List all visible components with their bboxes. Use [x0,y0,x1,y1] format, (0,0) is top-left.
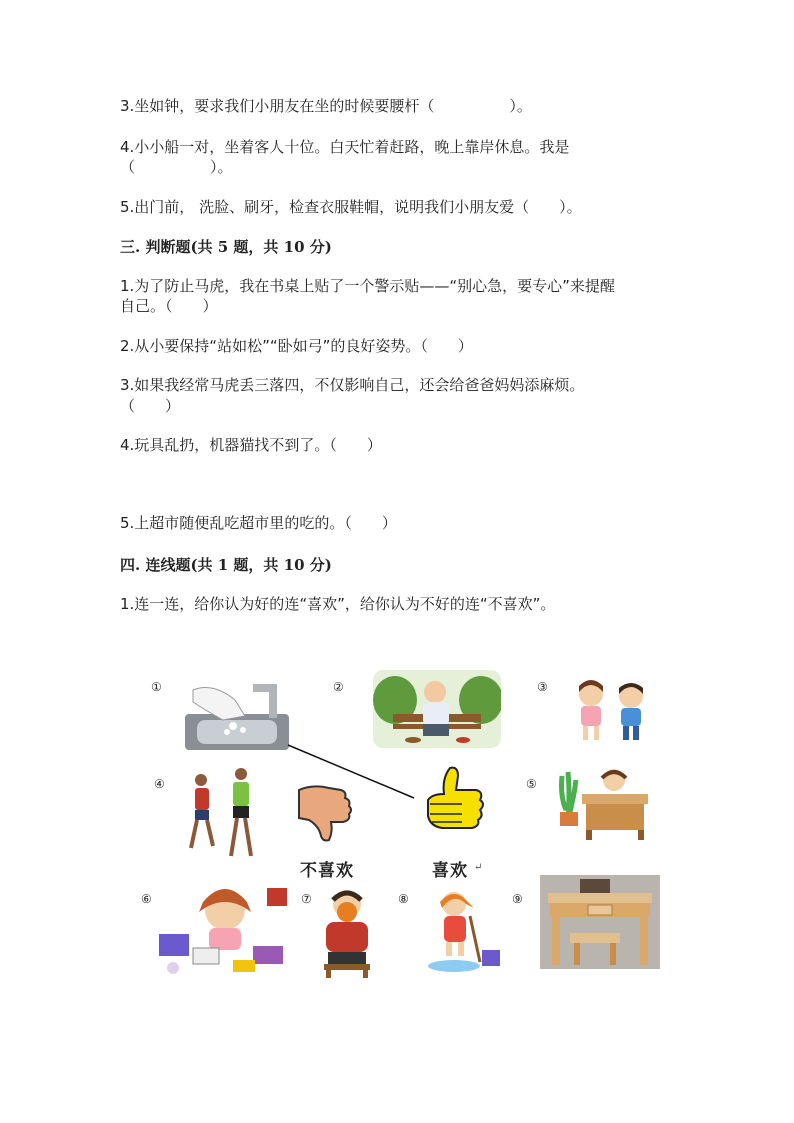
marker-8: ⑧ [398,892,409,906]
judge-q2: 2.从小要保持“站如松”“卧如弓”的良好姿势。（ ） [120,337,473,355]
fill-in-q3: 3.坐如钟，要求我们小朋友在坐的时候要腰杆（ ）。 [120,97,532,115]
judge-q5: 5.上超市随便乱吃超市里的吃的。（ ） [120,514,397,532]
judge-q4: 4.玩具乱扔，机器猫找不到了。（ ） [120,436,382,454]
marker-2: ② [333,680,344,694]
marker-7: ⑦ [301,892,312,906]
judge-q1-line1: 1.为了防止马虎，我在书桌上贴了一个警示贴——“别心急，要专心”来提醒 [120,277,615,295]
section3-title: 三. 判断题(共 5 题，共 10 分) [120,238,332,256]
marker-9: ⑨ [512,892,523,906]
marker-3: ③ [537,680,548,694]
boy-eating-picture [316,886,378,978]
section4-title: 四. 连线题(共 1 题，共 10 分) [120,556,332,574]
like-label: 喜欢 [432,861,468,881]
fill-in-q4-line1: 4.小小船一对，坐着客人十位。白天忙着赶路，晚上靠岸休息。我是 [120,138,570,156]
dislike-label: 不喜欢 [300,861,354,881]
fill-in-q5: 5.出门前， 洗脸、刷牙，检查衣服鞋帽，说明我们小朋友爱（ ）。 [120,198,582,216]
marker-1: ① [151,680,162,694]
girl-cleaning-picture [424,886,504,976]
marker-4: ④ [154,777,165,791]
marker-5: ⑤ [526,777,537,791]
wooden-desk-picture [540,875,660,969]
thumbs-up-icon [422,764,486,836]
marker-6: ⑥ [141,892,152,906]
matching-q1: 1.连一连，给你认为好的连“喜欢”，给你认为不好的连“不喜欢”。 [120,595,556,613]
child-at-desk-picture [556,766,652,840]
judge-q1-line2: 自己。（ ） [120,297,218,315]
fill-in-q4-line2: （ ）。 [120,158,233,176]
messy-room-picture [153,882,295,976]
judge-q3-line2: （ ） [120,397,181,415]
judge-q3-line1: 3.如果我经常马虎丢三落四，不仅影响自己，还会给爸爸妈妈添麻烦。 [120,376,585,394]
return-mark-icon: ↵ [474,862,483,873]
